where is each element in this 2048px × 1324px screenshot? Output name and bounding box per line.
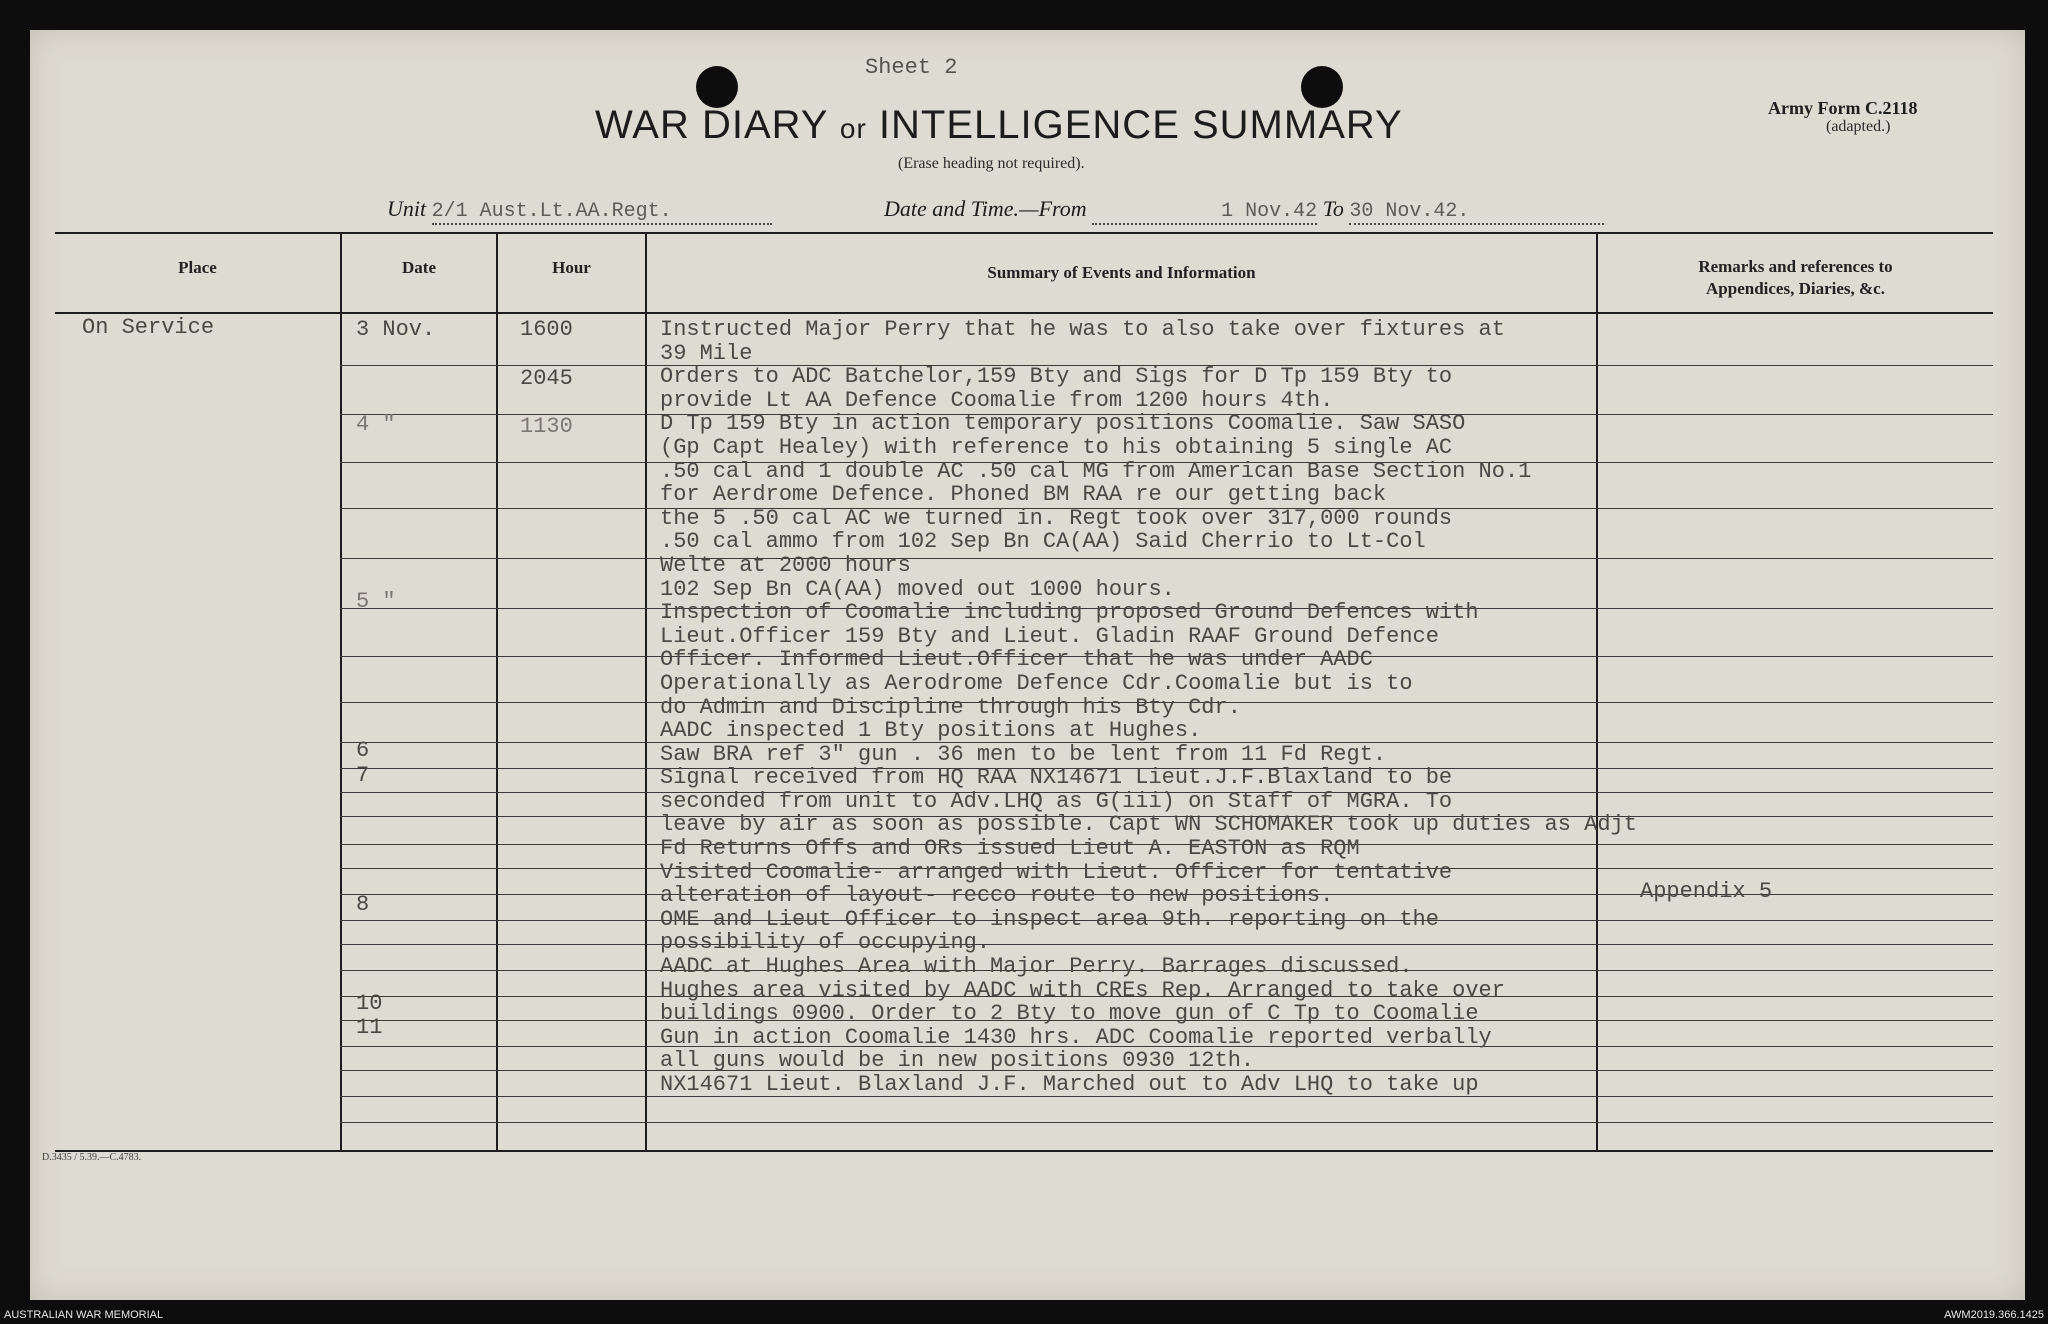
- summary-line: Inspection of Coomalie including proposed Ground Defences with: [660, 600, 1479, 626]
- column-divider: [645, 232, 647, 1150]
- summary-line: NX14671 Lieut. Blaxland J.F. Marched out to Adv LHQ to take up: [660, 1072, 1479, 1097]
- date-time-label: Date and Time.—From: [884, 196, 1087, 221]
- date-cell: 3 Nov.: [356, 317, 436, 342]
- date-cell: 6: [356, 738, 370, 763]
- army-form-label: Army Form C.2118: [1768, 98, 1918, 118]
- column-divider: [340, 232, 342, 1150]
- summary-line: AADC inspected 1 Bty positions at Hughes.: [660, 718, 1202, 744]
- remarks-cell: Appendix 5: [1640, 879, 1773, 904]
- ruled-line: [340, 1122, 1993, 1123]
- summary-line: Saw BRA ref 3" gun . 36 men to be lent from 11 Fd Regt.: [660, 741, 1387, 767]
- date-to-label: To: [1322, 196, 1344, 221]
- summary-line: OME and Lieut Officer to inspect area 9th. reporting on the: [660, 906, 1439, 932]
- remarks-header-line-2: Appendices, Diaries, &c.: [1706, 279, 1885, 298]
- summary-line: all guns would be in new positions 0930 12th.: [660, 1048, 1255, 1074]
- date-cell: 11: [356, 1015, 383, 1040]
- unit-value: 2/1 Aust.Lt.AA.Regt.: [431, 200, 672, 223]
- title-or: or: [839, 113, 867, 144]
- summary-line: Welte at 2000 hours: [660, 552, 911, 578]
- date-cell: 8: [356, 892, 370, 917]
- remarks-header-line-1: Remarks and references to: [1698, 257, 1893, 276]
- summary-line: (Gp Capt Healey) with reference to his obtaining 5 single AC: [660, 434, 1453, 460]
- column-header-place: Place: [178, 258, 217, 277]
- date-to-value: 30 Nov.42.: [1349, 200, 1470, 223]
- army-form-note: (adapted.): [1826, 118, 1891, 135]
- summary-line: .50 cal ammo from 102 Sep Bn CA(AA) Said Cherrio to Lt-Col: [660, 529, 1426, 555]
- column-header-date: Date: [402, 258, 436, 277]
- hour-cell: 1600: [520, 317, 573, 342]
- table-bottom-rule: [55, 1150, 1993, 1152]
- title-part-war-diary: WAR DIARY: [595, 103, 828, 147]
- summary-line: D Tp 159 Bty in action temporary positions Coomalie. Saw SASO: [660, 411, 1466, 437]
- summary-line: AADC at Hughes Area with Major Perry. Barrages discussed.: [660, 954, 1413, 980]
- header-bottom-rule: [55, 312, 1993, 314]
- footer-credit: AUSTRALIAN WAR MEMORIAL: [4, 1309, 164, 1321]
- summary-line: Orders to ADC Batchelor,159 Bty and Sigs for D Tp 159 Bty to: [660, 364, 1453, 390]
- summary-line: Operationally as Aerodrome Defence Cdr.Coomalie but is to: [660, 670, 1413, 696]
- date-cell: 4 ": [356, 412, 396, 437]
- summary-line: Visited Coomalie- arranged with Lieut. Officer for tentative: [660, 859, 1453, 885]
- column-divider: [496, 232, 498, 1150]
- summary-line: possibility of occupying.: [660, 930, 991, 956]
- summary-line: .50 cal and 1 double AC .50 cal MG from American Base Section No.1: [660, 458, 1532, 484]
- date-from-field: [1092, 196, 1317, 225]
- column-header-summary: Summary of Events and Information: [987, 263, 1256, 282]
- title-part-intelligence-summary: INTELLIGENCE SUMMARY: [878, 103, 1403, 147]
- summary-line: provide Lt AA Defence Coomalie from 1200 hours 4th.: [660, 387, 1334, 413]
- column-header-hour: Hour: [552, 258, 591, 277]
- date-cell: 5 ": [356, 589, 396, 614]
- summary-line: for Aerdrome Defence. Phoned BM RAA re our getting back: [660, 482, 1387, 508]
- summary-line: Lieut.Officer 159 Bty and Lieut. Gladin RAAF Ground Defence: [660, 623, 1439, 649]
- punch-hole: [696, 66, 738, 108]
- unit-line: [387, 196, 772, 225]
- unit-field: [432, 196, 772, 225]
- summary-line: alteration of layout- recco route to new positions.: [660, 883, 1334, 909]
- summary-line: Fd Returns Offs and ORs issued Lieut A. EASTON as RQM: [660, 836, 1360, 862]
- column-header-remarks: [1598, 256, 1993, 300]
- date-cell: 7: [356, 763, 370, 788]
- unit-label: Unit: [387, 196, 427, 221]
- footer-reference: AWM2019.366.1425: [1944, 1309, 2044, 1321]
- summary-line: Instructed Major Perry that he was to also take over fixtures at: [660, 317, 1505, 342]
- punch-hole: [1301, 66, 1343, 108]
- summary-line: the 5 .50 cal AC we turned in. Regt took over 317,000 rounds: [660, 505, 1453, 531]
- summary-text: [660, 318, 1637, 1097]
- summary-line: 39 Mile: [660, 340, 753, 366]
- summary-line: Officer. Informed Lieut.Officer that he was under AADC: [660, 647, 1373, 673]
- date-cell: 10: [356, 991, 383, 1016]
- summary-line: buildings 0900. Order to 2 Bty to move gun of C Tp to Coomalie: [660, 1001, 1479, 1027]
- table-top-rule: [55, 232, 1993, 234]
- hour-cell: 2045: [520, 366, 573, 391]
- erase-note: (Erase heading not required).: [898, 155, 1085, 172]
- date-time-line: [884, 196, 1604, 225]
- summary-line: Gun in action Coomalie 1430 hrs. ADC Coomalie reported verbally: [660, 1024, 1492, 1050]
- place-cell: On Service: [82, 315, 215, 340]
- summary-line: Hughes area visited by AADC with CREs Rep. Arranged to take over: [660, 977, 1505, 1003]
- summary-line: seconded from unit to Adv.LHQ as G(iii) on Staff of MGRA. To: [660, 788, 1453, 814]
- summary-line: 102 Sep Bn CA(AA) moved out 1000 hours.: [660, 576, 1175, 602]
- date-to-field: [1349, 196, 1604, 225]
- hour-cell: 1130: [520, 414, 573, 439]
- page-title: [595, 103, 1403, 148]
- summary-line: leave by air as soon as possible. Capt WN SCHOMAKER took up duties as Adjt: [660, 812, 1637, 838]
- summary-line: Signal received from HQ RAA NX14671 Lieut.J.F.Blaxland to be: [660, 765, 1453, 791]
- sheet-label: Sheet 2: [865, 55, 958, 80]
- print-code: D.3435 / 5.39.—C.4783.: [42, 1152, 142, 1163]
- date-from-value: 1 Nov.42: [1221, 200, 1318, 223]
- summary-line: do Admin and Discipline through his Bty Cdr.: [660, 694, 1241, 720]
